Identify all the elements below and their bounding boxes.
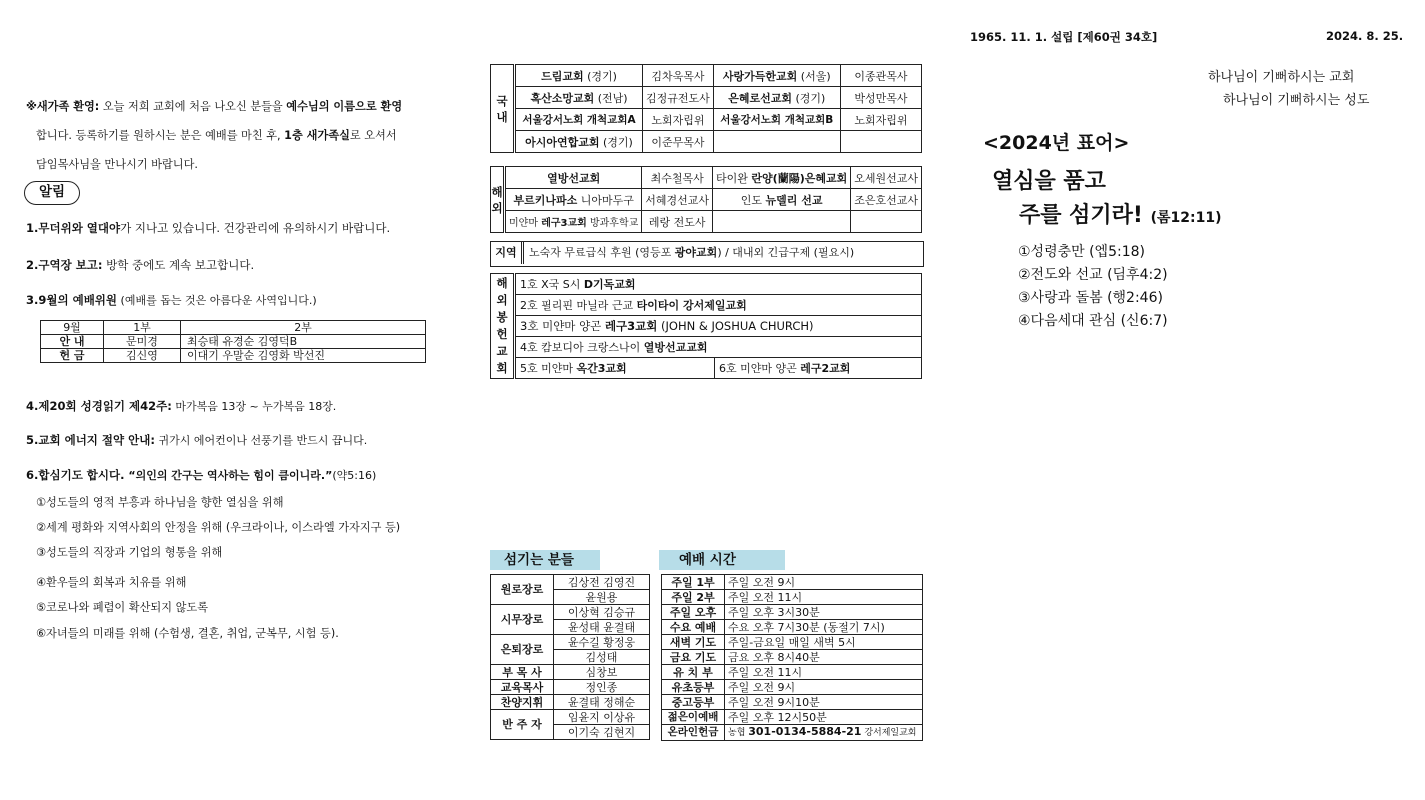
overseas-missions-table [490,166,922,233]
minister-names: 임윤지 이상유 [554,710,650,725]
goal-item: ③사랑과 돌봄 (행2:46) [1018,290,1163,306]
service-time: 주일-금요일 매일 새벽 5시 [725,635,923,650]
church-name: 서울강서노회 개척교회B [720,114,834,126]
table-cell [515,109,643,131]
welcome-text: 오늘 저희 교회에 처음 나오신 분들을 [99,100,287,113]
online-offering-account [725,725,923,741]
bulletin-date: 2024. 8. 25. [1326,29,1404,43]
minister-names: 정인종 [554,680,650,695]
motto-goals [1018,241,1168,333]
role-label: 은퇴장로 [491,635,554,665]
notice-title: 6.합심기도 합시다. [26,468,125,482]
service-times-table [661,574,923,741]
mission-location: 4호 캄보디아 크랑스나이 [520,341,644,354]
notice-title: 3.9월의 예배위원 [26,293,118,307]
notice-text: (예배를 돕는 것은 아름다운 사역입니다.) [117,294,317,307]
account-number: 301-0134-5884-21 [748,725,862,738]
region: (경기) [599,135,633,149]
ministers-heading: 섬기는 분들 [490,550,600,570]
table-cell [505,211,642,233]
notice-3 [26,292,317,308]
prayer-item: ②세계 평화와 지역사회의 안정을 위해 (우크라이나, 이스라엘 가자지구 등) [36,521,401,534]
role-label: 원로장로 [491,575,554,605]
mission-location: 3호 미얀마 양곤 [520,319,605,333]
notice-2 [26,257,254,273]
table-cell: 조은호선교사 [851,189,922,211]
table-cell: 이대기 우말순 김영화 박선진 [181,349,426,363]
role-label: 교육목사 [491,680,554,695]
table-cell [713,65,840,87]
church-english-name: (JOHN & JOSHUA CHURCH) [657,319,814,333]
service-time: 주일 오전 9시10분 [725,695,923,710]
bible-ref: (약5:16) [332,469,377,482]
table-cell [713,109,840,131]
church-name: 드림교회 [541,69,584,83]
church-name: 란양(蘭陽)은혜교회 [751,171,848,185]
founding-info: 1965. 11. 1. 설립 [제60권 34호] [970,30,1158,44]
service-name: 주일 2부 [662,590,725,605]
service-name: 유 치 부 [662,665,725,680]
church-motto-line1: 하나님이 기뻐하시는 교회 [1208,70,1355,85]
goal-item: ②전도와 선교 (딤후4:2) [1018,267,1168,283]
table-cell: 박성만목사 [840,87,921,109]
service-time: 주일 오전 11시 [725,665,923,680]
motto-text: 주를 섬기라! [1019,203,1151,228]
service-times-heading: 예배 시간 [659,550,785,570]
domestic-label [491,65,515,153]
region: 니아마두구 [577,193,634,207]
table-cell: 김신영 [104,349,181,363]
minister-names: 윤성태 윤결태 [554,620,650,635]
goal-item: ④다음세대 관심 (신6:7) [1018,313,1168,329]
church-name: 아시아연합교회 [525,135,600,149]
table-cell: 이준무목사 [643,131,714,153]
service-name: 금요 기도 [662,650,725,665]
region: 인도 [740,193,766,207]
church-name: 열방선교회 [547,171,601,185]
bible-quote: “의인의 간구는 역사하는 힘이 큼이니라.” [124,469,333,482]
goal-item: ①성령충만 (엡5:18) [1018,244,1145,260]
table-cell: 최승태 유경순 김영덕B [181,335,426,349]
table-cell: 김차욱목사 [643,65,714,87]
prayer-item: ①성도들의 영적 부흥과 하나님을 향한 열심을 위해 [36,496,284,509]
table-cell [713,211,851,233]
section-label: 해외 [491,184,503,215]
minister-names: 이기숙 김현지 [554,725,650,740]
prayer-item: ③성도들의 직장과 기업의 형통을 위해 [36,546,223,559]
church-name: 부르키나파소 [513,193,578,207]
table-cell: 레랑 전도사 [642,211,713,233]
table-cell [515,65,643,87]
table-header: 1부 [104,321,181,335]
minister-names: 이상혁 김승규 [554,605,650,620]
notice-4 [26,398,336,414]
regional-text-part: ) / 대내외 긴급구제 (필요시) [717,246,855,259]
table-cell [515,358,715,379]
service-name: 젊은이예배 [662,710,725,725]
notice-6 [26,467,376,483]
dedicated-churches-table [490,273,922,379]
region: 타이완 [716,171,752,185]
section-label: 국내 [496,93,508,124]
table-cell: 문미경 [104,335,181,349]
table-cell [713,131,840,153]
mission-location: 1호 X국 S시 [520,278,584,291]
yearly-motto-line2 [1019,198,1222,229]
church-name: D기독교회 [583,278,636,291]
table-cell [515,87,643,109]
welcome-room: 1층 새가족실 [284,129,350,142]
service-name: 수요 예배 [662,620,725,635]
regional-text-part: 노숙자 무료급식 후원 (영등포 [529,246,675,259]
yearly-motto-line1: 열심을 품고 [992,169,1106,194]
church-name: 은혜로선교회 [728,91,792,105]
region: 미얀마 [509,218,542,229]
table-cell [505,189,642,211]
service-time: 주일 오후 3시30분 [725,605,923,620]
yearly-motto-title: <2024년 표어> [983,132,1130,154]
service-name: 유초등부 [662,680,725,695]
minister-names: 김상전 김영진 [554,575,650,590]
bank-name: 농협 [728,728,749,738]
table-cell [715,358,922,379]
table-cell [713,189,851,211]
minister-names: 윤원용 [554,590,650,605]
table-cell: 김정규전도사 [643,87,714,109]
welcome-text: 합니다. 등록하기를 원하시는 분은 예배를 마친 후, [36,129,285,142]
ministers-table [490,574,650,740]
church-name: 타이타이 강서제일교회 [636,299,747,312]
church-name: 혹산소망교회 [530,91,595,105]
church-name: 레구3교회 [604,319,658,333]
mission-location: 2호 필리핀 마닐라 근교 [520,299,637,312]
motto-ref: (롬12:11) [1150,210,1222,226]
worship-committee-table [40,320,426,363]
notice-text: 마가복음 13장 ~ 누가복음 18장. [171,400,337,413]
table-cell [515,337,922,358]
table-cell: 이종관목사 [840,65,921,87]
table-cell: 서혜경선교사 [642,189,713,211]
minister-names: 심창보 [554,665,650,680]
church-motto-line2: 하나님이 기뻐하시는 성도 [1223,93,1370,108]
minister-names: 윤결태 정해순 [554,695,650,710]
table-cell: 노회자립위 [840,109,921,131]
table-cell [840,131,921,153]
church-name: 열방선교교회 [643,341,708,354]
welcome-text: 담임목사님을 만나시기 바랍니다. [36,158,198,171]
notice-1 [26,220,390,236]
mission-location: 5호 미얀마 [520,362,577,375]
prayer-item: ④환우들의 회복과 치유를 위해 [36,576,187,589]
minister-names: 김성태 [554,650,650,665]
table-cell [713,87,840,109]
church-name: 사랑가득한교회 [722,69,798,83]
minister-names: 윤수길 황정웅 [554,635,650,650]
dedicated-label: 해 외 봉 헌 교 회 [491,274,515,379]
region: (경기) [791,91,826,105]
notice-title: 5.교회 에너지 절약 안내: [26,433,155,447]
table-cell [515,316,922,337]
region: (경기) [583,69,617,83]
table-cell [515,274,922,295]
notice-text: 귀가시 에어컨이나 선풍기를 반드시 끕니다. [154,434,368,447]
notice-title: 1.무더위와 열대야 [26,221,121,235]
program: 방과후학교 [586,218,639,229]
table-cell [515,295,922,316]
role-label: 반 주 자 [491,710,554,740]
role-label: 부 목 사 [491,665,554,680]
service-name: 주일 1부 [662,575,725,590]
church-name: 서울강서노회 개척교회A [522,114,636,126]
region: (서울) [797,69,831,83]
church-name: 레구2교회 [800,362,851,375]
church-name: 옥간3교회 [576,362,627,375]
account-holder: 강서제일교회 [861,728,917,738]
table-cell: 노회자립위 [643,109,714,131]
role-label: 찬양지휘 [491,695,554,710]
prayer-item: ⑥자녀들의 미래를 위해 (수험생, 결혼, 취업, 군복무, 시험 등). [36,627,339,640]
domestic-missions-table [490,64,922,153]
notices-badge: 알림 [24,181,80,205]
welcome-notice [26,92,456,179]
service-time: 주일 오후 12시50분 [725,710,923,725]
regional-text [529,242,854,264]
service-name: 새벽 기도 [662,635,725,650]
table-cell: 오세원선교사 [851,167,922,189]
service-time: 주일 오전 11시 [725,590,923,605]
service-time: 주일 오전 9시 [725,575,923,590]
table-header: 9월 [41,321,104,335]
service-time: 주일 오전 9시 [725,680,923,695]
church-name: 뉴델리 선교 [765,193,823,207]
notice-text: 가 지나고 있습니다. 건강관리에 유의하시기 바랍니다. [120,221,391,235]
regional-label: 지역 [491,242,524,264]
welcome-mark: ※새가족 환영: [26,100,100,113]
overseas-label [491,167,505,233]
welcome-text: 로 오셔서 [349,129,397,142]
table-cell: 헌 금 [41,349,104,363]
table-cell [505,167,642,189]
service-time: 금요 오후 8시40분 [725,650,923,665]
church-name: 광야교회 [674,246,718,259]
welcome-bold: 예수님의 이름으로 환영 [286,100,403,113]
table-cell: 최수철목사 [642,167,713,189]
table-cell [515,131,643,153]
notice-text: 방학 중에도 계속 보고합니다. [102,258,255,272]
service-name: 중고등부 [662,695,725,710]
service-name: 주일 오후 [662,605,725,620]
notice-title: 2.구역장 보고: [26,258,103,272]
table-header: 2부 [181,321,426,335]
table-cell [851,211,922,233]
notice-5 [26,432,367,448]
church-name: 레구3교회 [541,218,587,229]
region: (전남) [594,91,628,105]
mission-location: 6호 미얀마 양곤 [719,362,801,375]
role-label: 시무장로 [491,605,554,635]
service-time: 수요 오후 7시30분 (동절기 7시) [725,620,923,635]
prayer-item: ⑤코로나와 폐렴이 확산되지 않도록 [36,601,208,614]
notice-title: 4.제20회 성경읽기 제42주: [26,399,172,413]
table-cell: 안 내 [41,335,104,349]
online-offering-label: 온라인헌금 [662,725,725,741]
table-cell [713,167,851,189]
regional-support-row [490,241,924,267]
